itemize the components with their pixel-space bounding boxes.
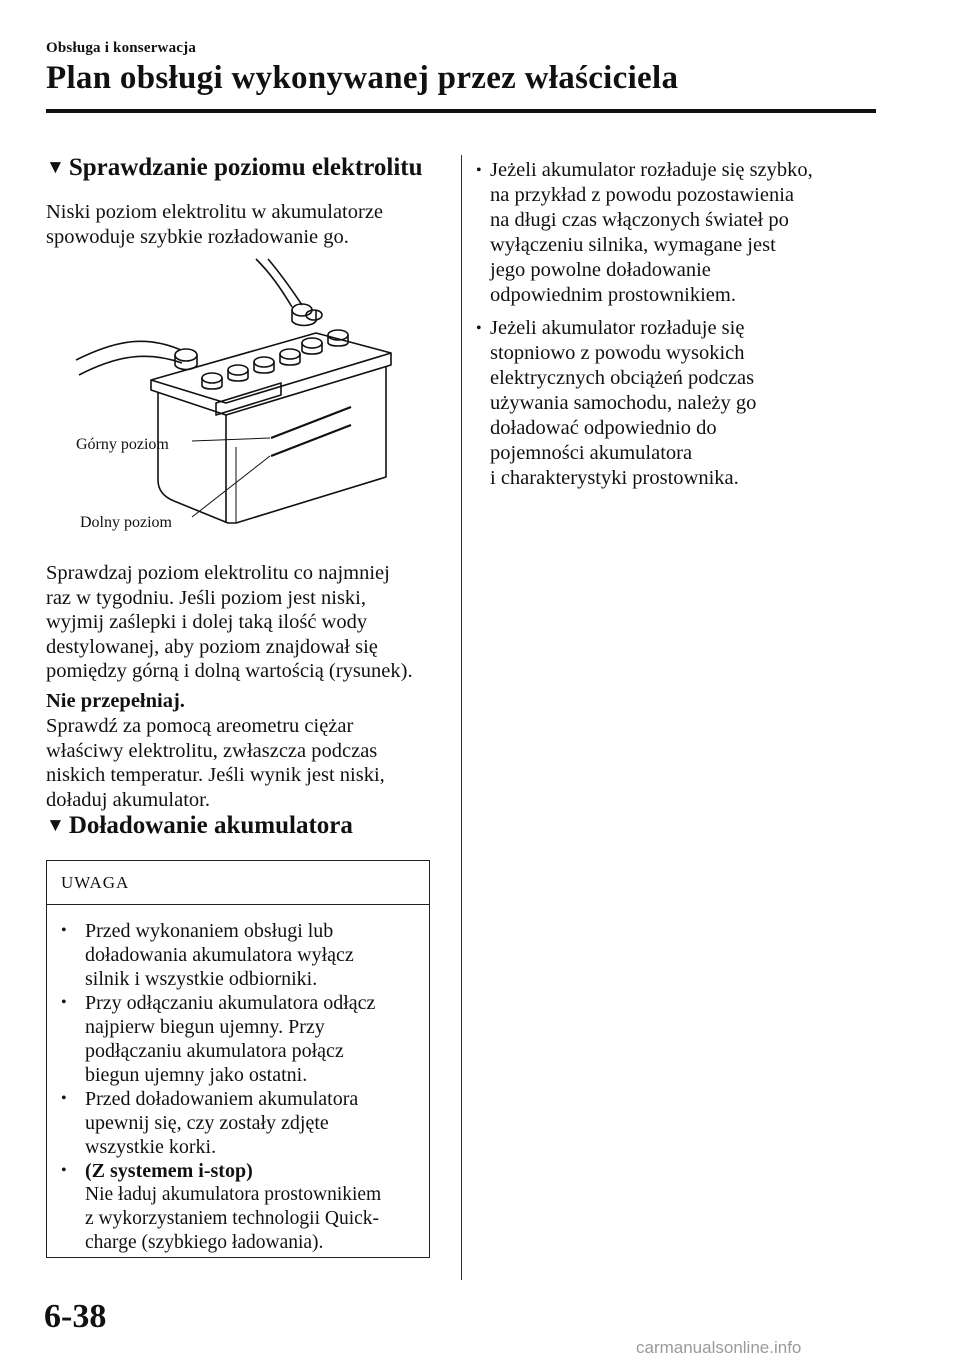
intro-paragraph: Niski poziom elektrolitu w akumulatorze spowoduje szybkie rozładowanie go. xyxy=(46,201,384,248)
list-item-text: Jeżeli akumulator rozładuje się stopniowo z powodu wysokich elektrycznych obciążeń podczas używania samochodu, należy go doładować odpowiednio do pojemności akumulatora i charakterystyki prostownika. xyxy=(490,317,757,489)
list-item xyxy=(472,316,892,491)
caution-item xyxy=(47,919,427,991)
bullet-icon: • xyxy=(61,994,67,1011)
bullet-icon: • xyxy=(476,162,482,179)
triangle-marker-icon: ▼ xyxy=(46,157,65,178)
heading-electrolyte-text: Sprawdzanie poziomu elektrolitu xyxy=(68,154,423,181)
section-label: Obsługa i konserwacja xyxy=(46,40,197,56)
column-divider xyxy=(461,155,462,1280)
caution-item xyxy=(47,991,427,1087)
bullet-icon: • xyxy=(61,922,67,939)
battery-figure xyxy=(46,255,446,545)
caution-item-text: Przy odłączaniu akumulatora odłącz najpierw biegun ujemny. Przy podłączaniu akumulatora połącz biegun ujemny jako ostatni. xyxy=(85,992,376,1086)
check-paragraph: Sprawdzaj poziom elektrolitu co najmniej raz w tygodniu. Jeśli poziom jest niski, wyjmij zaślepki i dolej taką ilość wody destylowanej, aby poziom znajdował się pomiędzy górną i dolną wartością (rysunek). xyxy=(46,562,413,682)
title-divider xyxy=(46,109,876,113)
triangle-marker-icon: ▼ xyxy=(46,815,65,836)
list-item xyxy=(472,158,892,308)
bullet-icon: • xyxy=(61,1162,67,1179)
istop-heading: (Z systemem i-stop) xyxy=(85,1160,253,1182)
upper-level-label: Górny poziom xyxy=(76,436,169,453)
hydrometer-paragraph: Sprawdź za pomocą areometru ciężar właściwy elektrolitu, zwłaszcza podczas niskich temperatur. Jeśli wynik jest niski, doładuj akumulator. xyxy=(46,715,385,811)
caution-item-text: Przed wykonaniem obsługi lub doładowania akumulatora wyłącz silnik i wszystkie odbiorniki. xyxy=(85,920,354,990)
heading-charging-text: Doładowanie akumulatora xyxy=(68,812,353,839)
bullet-icon: • xyxy=(476,320,482,337)
page-title: Plan obsługi wykonywanej przez właściciela xyxy=(46,60,679,96)
caution-item-text: Przed doładowaniem akumulatora upewnij się, czy zostały zdjęte wszystkie korki. xyxy=(85,1088,359,1158)
caution-title: UWAGA xyxy=(47,861,429,905)
lower-level-label: Dolny poziom xyxy=(80,514,172,531)
battery-illustration xyxy=(46,255,446,545)
page-number: 6-38 xyxy=(44,1298,107,1335)
watermark: carmanualsonline.info xyxy=(636,1338,802,1357)
caution-item xyxy=(47,1087,427,1159)
heading-electrolyte-check xyxy=(46,154,423,182)
list-item-text: Jeżeli akumulator rozładuje się szybko, na przykład z powodu pozostawienia na długi czas włączonych świateł po wyłączeniu silnika, wymagane jest jego powolne doładowanie odpowiednim prostownikiem. xyxy=(490,159,813,306)
bullet-icon: • xyxy=(61,1090,67,1107)
caution-item-istop xyxy=(47,1159,427,1255)
caution-box xyxy=(46,860,430,1258)
istop-text: Nie ładuj akumulatora prostownikiem z wykorzystaniem technologii Quick- charge (szybkiego ładowania). xyxy=(85,1184,382,1253)
no-overfill-warning: Nie przepełniaj. xyxy=(46,690,185,712)
heading-battery-charging xyxy=(46,812,353,840)
